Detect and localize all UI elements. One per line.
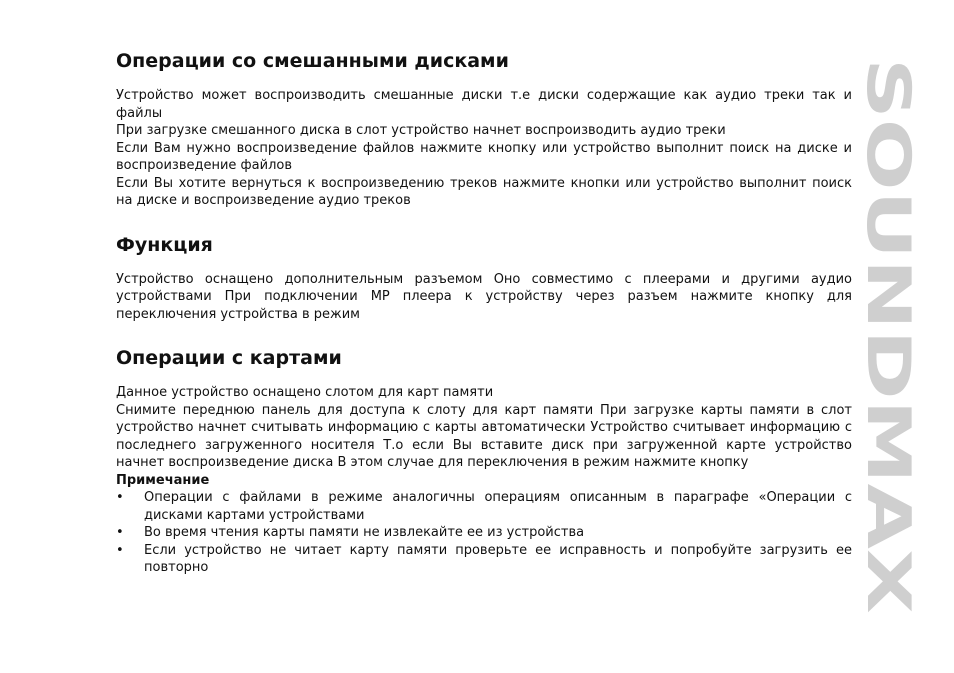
notes-list — [116, 489, 852, 577]
cards-paragraph-2: Снимите переднюю панель для доступа к слоту для карт памяти При загрузке карты памяти в слот устройство начнет считывать информацию с карты автоматически Устройство считывает информацию с последнего загруженного носителя Т.о если Вы вставите диск при загруженной карте устройство начнет воспроизведение диска В этом случае для переключения в режим нажмите кнопку — [116, 402, 852, 470]
brand-text: SOUNDMAX — [853, 58, 923, 454]
soundmax-logo — [853, 58, 923, 614]
mixed-discs-paragraph-2: При загрузке смешанного диска в слот устройство начнет воспроизводить аудио треки — [116, 123, 726, 138]
section-title-function: Функция — [116, 233, 213, 256]
mixed-discs-paragraph-3: Если Вам нужно воспроизведение файлов нажмите кнопку или устройство выполнит поиск на диске и воспроизведение файлов — [116, 140, 852, 173]
manual-page-content — [116, 48, 852, 577]
note-item: • Если устройство не читает карту памяти проверьте ее исправность и попробуйте загрузить ее повторно — [116, 542, 852, 577]
note-item: • Во время чтения карты памяти не извлекайте ее из устройства — [116, 524, 852, 542]
section-title-cards: Операции с картами — [116, 347, 342, 369]
note-item: • Операции с файлами в режиме аналогичны операциям описанным в параграфе «Операции с дисками картами устройствами — [116, 489, 852, 524]
mixed-discs-paragraph-1: Устройство может воспроизводить смешанные диски т.е диски содержащие как аудио треки так и файлы — [116, 88, 852, 121]
mixed-discs-paragraph-4: Если Вы хотите вернуться к воспроизведению треков нажмите кнопки или устройство выполнит поиск на диске и воспроизведение аудио треков — [116, 175, 852, 208]
cards-paragraph-1: Данное устройство оснащено слотом для карт памяти — [116, 385, 494, 400]
section-title-mixed-discs: Операции со смешанными дисками — [116, 50, 509, 72]
note-label: Примечание — [116, 472, 210, 488]
function-paragraph: Устройство оснащено дополнительным разъемом Оно совместимо с плеерами и другими аудио устройствами При подключении МР плеера к устройству через разъем нажмите кнопку для переключения устройства в режим — [116, 271, 852, 322]
